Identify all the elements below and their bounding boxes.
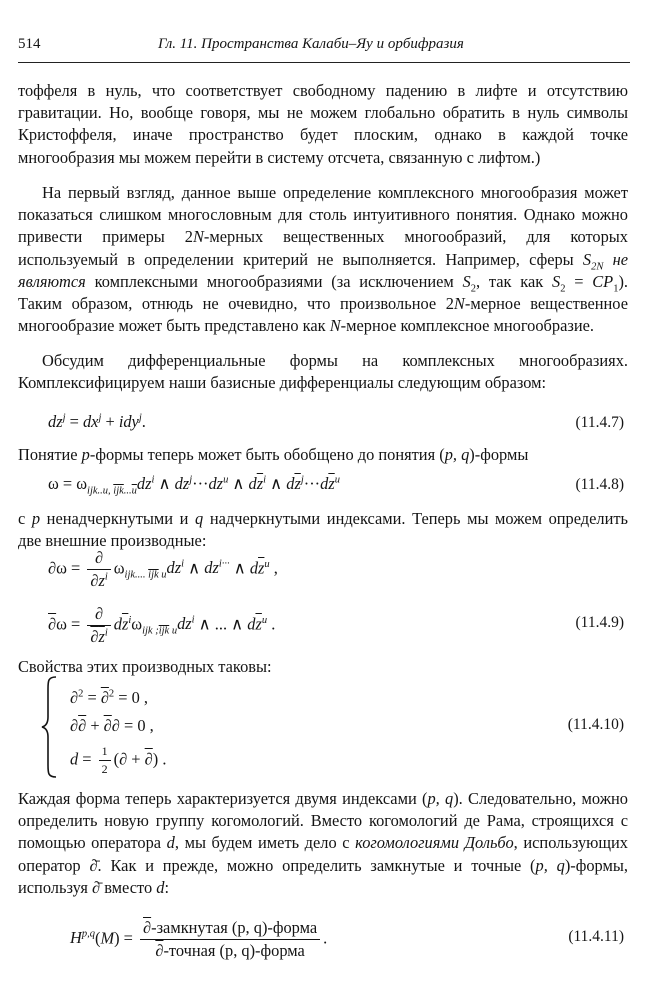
equation-11-4-8: $\omega = \omega_{ijk..u, \overline{ijk}...\overline{u}}dz^i$ ∧ $dz^j\cdot\cdot\cdot dz^u$ ∧ $d\overline{z}^i$ ∧ $d\overline{z}^j\cdot\cdot\cdot d\overline{z}^u$ (48, 474, 340, 497)
paragraph-2: На первый взгляд, данное выше определение комплексного многообразия может показаться слишком многословным для столь интуитивного понятия. Однако можно привести примеры 2N-мерных вещественных многообразий, для которых используемый в определении критерий не выполняется. Например, сферы $S_{2N}$ не являются комплексными многообразиями (за исключением $S_2$, так как $S_2 = CP_1$). Таким образом, отнюдь не очевидно, что произвольное 2N-мерное вещественное многообразие может быть представлено как N-мерное комплексное многообразие. (18, 183, 628, 336)
page-number: 514 (18, 36, 41, 52)
paragraph-6: Свойства этих производных таковы: (18, 657, 272, 676)
equation-number: (11.4.9) (575, 614, 624, 631)
paragraph-4: Понятие p-формы теперь может быть обобщено до понятия (p, q)-формы (18, 445, 529, 464)
header-rule (18, 62, 630, 63)
equation-number: (11.4.11) (568, 928, 624, 945)
paragraph-5: с p ненадчеркнутыми и q надчеркнутыми индексами. Теперь мы можем определить две внешние производные: (18, 509, 628, 551)
running-title: Гл. 11. Пространства Калаби–Яу и орбифразия (158, 36, 464, 52)
equation-number: (11.4.10) (567, 716, 624, 733)
equation-line-2: ∂∂ + ∂∂ = 0 , (70, 716, 154, 735)
equation-del: ∂ω = $\frac{\partial}{\partial z^i}$ $\omega_{ijk.... \overline{ijk} u}dz^i$ ∧ $dz^{i\cdot\cdot\cdot}$ ∧ $d\overline{z}^u$ , (48, 548, 278, 590)
equation-line-1: ∂$^2$ = ∂$^2$ = 0 , (70, 688, 149, 707)
page-header (18, 36, 618, 60)
equation-11-4-7: $dz^j = dx^j + idy^j$. (48, 412, 146, 431)
equation-number: (11.4.7) (575, 414, 624, 431)
equation-number: (11.4.8) (575, 476, 624, 493)
equation-line-3: d = $\frac{1}{2}$ (∂ + ∂) . (70, 744, 167, 776)
left-brace (40, 675, 60, 779)
paragraph-1: тоффеля в нуль, что соответствует свободному падению в лифте и отсутствию гравитации. Но, вообще говоря, мы не можем глобально обратить в нуль символы Кристоффеля, иначе пространство будет плоским, однако в каждой точке многообразия мы можем перейти в систему отсчета, связанную с лифтом.) (18, 81, 628, 167)
paragraph-7: Каждая форма теперь характеризуется двумя индексами (p, q). Следовательно, можно определить новую группу когомологий. Вместо когомологий де Рама, строящихся с помощью оператора d, мы будем иметь дело с когомологиями Дольбо, использующих оператор ∂̄. Как и прежде, можно определить замкнутые и точные (p, q)-формы, используя ∂̄ вместо d: (18, 789, 628, 897)
equation-delbar: ∂ω = $\frac{\partial}{\partial z^i}$ $d\overline{z}^i\omega_{ijk ;\overline{ijk} u}dz^i$ ∧ ... ∧ $d\overline{z}^u$ . (48, 604, 276, 646)
equation-11-4-11: H$^{p,q}$(M) = $\frac{\text{∂-замкнутая (p, q)-форма}}{\text{∂-точная (p, q)-форма}}$ . (70, 918, 328, 960)
paragraph-3: Обсудим дифференциальные формы на комплексных многообразиях. Комплексифицируем наши базисные дифференциалы следующим образом: (18, 351, 628, 393)
